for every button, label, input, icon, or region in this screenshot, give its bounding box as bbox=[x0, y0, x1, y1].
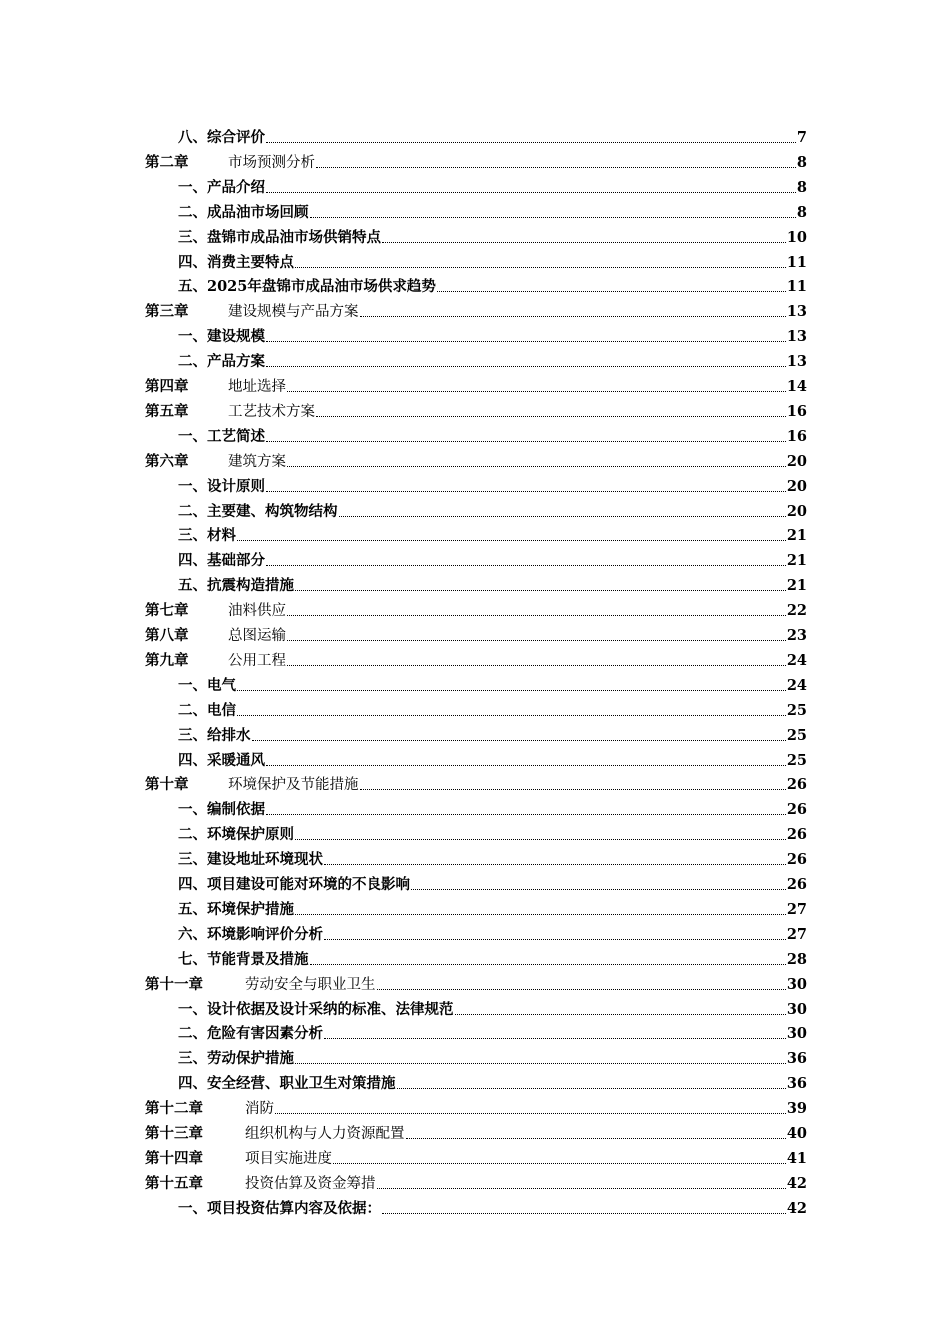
toc-dot-leader bbox=[382, 242, 786, 243]
toc-dot-leader bbox=[406, 1138, 786, 1139]
toc-page-number: 16 bbox=[786, 427, 807, 445]
toc-page-number: 25 bbox=[786, 726, 807, 744]
toc-section-entry[interactable] bbox=[178, 721, 807, 745]
toc-entry-title: 设计依据及设计采纳的标准、法律规范 bbox=[207, 1000, 454, 1018]
toc-section-entry[interactable] bbox=[178, 1044, 807, 1068]
toc-entry-number: 六、 bbox=[178, 925, 207, 943]
toc-section-entry[interactable] bbox=[178, 546, 807, 570]
toc-entry-title: 抗震构造措施 bbox=[207, 577, 294, 595]
toc-dot-leader bbox=[287, 466, 786, 467]
toc-dot-leader bbox=[377, 1188, 786, 1189]
toc-section-entry[interactable] bbox=[178, 422, 807, 446]
toc-entry-number: 四、 bbox=[178, 1075, 207, 1093]
toc-entry-number: 一、 bbox=[178, 477, 207, 495]
toc-section-entry[interactable] bbox=[178, 272, 807, 296]
toc-page-number: 25 bbox=[786, 701, 807, 719]
toc-entry-number: 一、 bbox=[178, 676, 207, 694]
toc-entry-title: 项目投资估算内容及依据： bbox=[207, 1199, 381, 1217]
toc-page-number: 26 bbox=[786, 801, 807, 819]
toc-section-entry[interactable] bbox=[178, 845, 807, 869]
toc-page-number: 27 bbox=[786, 925, 807, 943]
toc-entry-title: 组织机构与人力资源配置 bbox=[245, 1126, 405, 1142]
toc-entry-number: 四、 bbox=[178, 253, 207, 271]
toc-section-entry[interactable] bbox=[178, 322, 807, 346]
toc-page-number: 24 bbox=[786, 676, 807, 694]
toc-entry-title: 安全经营、职业卫生对策措施 bbox=[207, 1075, 396, 1093]
toc-entry-title: 地址选择 bbox=[228, 379, 286, 395]
toc-section-entry[interactable] bbox=[178, 920, 807, 944]
toc-dot-leader bbox=[295, 267, 786, 268]
toc-entry-title: 电气 bbox=[207, 676, 236, 694]
toc-entry-number: 第四章 bbox=[145, 378, 189, 395]
toc-entry-number: 二、 bbox=[178, 502, 207, 520]
toc-page-number: 40 bbox=[786, 1125, 807, 1142]
toc-page-number: 36 bbox=[786, 1075, 807, 1093]
toc-dot-leader bbox=[266, 192, 796, 193]
toc-dot-leader bbox=[437, 291, 786, 292]
toc-section-entry[interactable] bbox=[178, 1194, 807, 1218]
toc-entry-title: 油料供应 bbox=[228, 603, 286, 620]
toc-entry-number: 三、 bbox=[178, 527, 207, 545]
toc-page-number: 36 bbox=[786, 1050, 807, 1068]
toc-entry-number: 第十五章 bbox=[145, 1174, 203, 1192]
toc-entry-title: 工艺技术方案 bbox=[228, 403, 315, 420]
toc-entry-title: 投资估算及资金筹措 bbox=[245, 1175, 376, 1192]
toc-entry-number: 第十三章 bbox=[145, 1125, 203, 1142]
toc-entry-number: 第九章 bbox=[145, 651, 189, 669]
toc-entry-number: 一、 bbox=[178, 328, 207, 346]
toc-entry-title: 给排水 bbox=[207, 726, 251, 744]
toc-dot-leader bbox=[275, 1113, 786, 1114]
toc-entry-title: 工艺简述 bbox=[207, 427, 265, 445]
toc-section-entry[interactable] bbox=[178, 521, 807, 545]
toc-entry-title: 消费主要特点 bbox=[207, 253, 294, 271]
toc-page-number: 30 bbox=[786, 975, 807, 993]
toc-entry-number: 三、 bbox=[178, 851, 207, 869]
toc-page-number: 39 bbox=[786, 1100, 807, 1118]
toc-page-number: 21 bbox=[786, 577, 807, 595]
toc-entry-title: 总图运输 bbox=[228, 628, 286, 644]
toc-page-number: 30 bbox=[786, 1000, 807, 1018]
toc-section-entry[interactable] bbox=[178, 696, 807, 720]
toc-entry-number: 第十章 bbox=[145, 776, 189, 794]
toc-page-number: 26 bbox=[786, 851, 807, 869]
toc-dot-leader bbox=[411, 889, 786, 890]
toc-dot-leader bbox=[455, 1014, 786, 1015]
toc-section-entry[interactable] bbox=[178, 746, 807, 770]
toc-chapter-entry[interactable] bbox=[145, 596, 807, 620]
toc-page-number: 13 bbox=[786, 303, 807, 321]
toc-entry-number: 第十一章 bbox=[145, 975, 203, 993]
toc-entry-number: 五、 bbox=[178, 900, 207, 918]
toc-dot-leader bbox=[360, 316, 786, 317]
toc-entry-title: 劳动保护措施 bbox=[207, 1050, 294, 1068]
toc-entry-number: 四、 bbox=[178, 876, 207, 893]
toc-entry-title: 主要建、构筑物结构 bbox=[207, 502, 338, 520]
toc-entry-number: 四、 bbox=[178, 751, 207, 769]
toc-entry-number: 四、 bbox=[178, 552, 207, 570]
toc-dot-leader bbox=[339, 516, 786, 517]
toc-entry-title: 综合评价 bbox=[207, 129, 265, 146]
toc-dot-leader bbox=[377, 989, 786, 990]
toc-chapter-entry[interactable] bbox=[145, 646, 807, 670]
toc-entry-number: 第五章 bbox=[145, 402, 189, 420]
toc-dot-leader bbox=[237, 540, 786, 541]
toc-entry-title: 产品方案 bbox=[207, 353, 265, 371]
toc-section-entry[interactable] bbox=[178, 123, 807, 147]
toc-page-number: 23 bbox=[786, 627, 807, 644]
toc-page-number: 41 bbox=[786, 1149, 807, 1167]
toc-section-entry[interactable] bbox=[178, 795, 807, 819]
toc-chapter-entry[interactable] bbox=[145, 397, 807, 421]
toc-section-entry[interactable] bbox=[178, 820, 807, 844]
toc-dot-leader bbox=[287, 665, 786, 666]
toc-dot-leader bbox=[295, 839, 786, 840]
toc-entry-number: 二、 bbox=[178, 353, 207, 371]
toc-entry-title: 项目实施进度 bbox=[245, 1150, 332, 1167]
toc-entry-title: 建设规模与产品方案 bbox=[228, 304, 359, 321]
toc-dot-leader bbox=[324, 1038, 786, 1039]
toc-section-entry[interactable] bbox=[178, 248, 807, 272]
toc-section-entry[interactable] bbox=[178, 198, 807, 222]
toc-page-number: 21 bbox=[786, 527, 807, 545]
toc-chapter-entry[interactable] bbox=[145, 1169, 807, 1193]
toc-entry-title: 基础部分 bbox=[207, 552, 265, 570]
toc-page-number: 10 bbox=[786, 228, 807, 246]
toc-chapter-entry[interactable] bbox=[145, 1119, 807, 1143]
toc-page-number: 16 bbox=[786, 402, 807, 420]
toc-entry-number: 二、 bbox=[178, 701, 207, 719]
toc-dot-leader bbox=[310, 217, 796, 218]
toc-entry-number: 二、 bbox=[178, 203, 207, 221]
toc-entry-number: 第七章 bbox=[145, 602, 189, 620]
toc-chapter-entry[interactable] bbox=[145, 621, 807, 645]
toc-entry-title: 项目建设可能对环境的不良影响 bbox=[207, 876, 410, 893]
toc-entry-number: 三、 bbox=[178, 228, 207, 246]
toc-entry-number: 一、 bbox=[178, 801, 207, 819]
toc-entry-number: 一、 bbox=[178, 1199, 207, 1217]
toc-dot-leader bbox=[382, 1213, 786, 1214]
toc-page-number: 20 bbox=[786, 452, 807, 470]
toc-entry-number: 第二章 bbox=[145, 153, 189, 171]
toc-dot-leader bbox=[287, 615, 786, 616]
toc-entry-title: 建设规模 bbox=[207, 328, 265, 346]
toc-section-entry[interactable] bbox=[178, 173, 807, 197]
toc-entry-number: 一、 bbox=[178, 1000, 207, 1018]
toc-page-number: 20 bbox=[786, 477, 807, 495]
toc-chapter-entry[interactable] bbox=[145, 770, 807, 794]
toc-entry-number: 二、 bbox=[178, 826, 207, 844]
toc-chapter-entry[interactable] bbox=[145, 297, 807, 321]
toc-dot-leader bbox=[397, 1088, 786, 1089]
toc-dot-leader bbox=[324, 864, 786, 865]
toc-page-number: 24 bbox=[786, 651, 807, 669]
toc-entry-title: 2025年盘锦市成品油市场供求趋势 bbox=[207, 278, 436, 296]
toc-entry-title: 节能背景及措施 bbox=[207, 950, 309, 968]
toc-dot-leader bbox=[316, 416, 786, 417]
toc-entry-title: 建设地址环境现状 bbox=[207, 851, 323, 869]
toc-page-number: 11 bbox=[786, 253, 807, 271]
toc-chapter-entry[interactable] bbox=[145, 372, 807, 396]
toc-page-number: 28 bbox=[786, 950, 807, 968]
toc-dot-leader bbox=[266, 142, 796, 143]
toc-page-number: 13 bbox=[786, 328, 807, 346]
toc-entry-title: 市场预测分析 bbox=[228, 154, 315, 171]
toc-page-number: 8 bbox=[796, 153, 807, 171]
toc-dot-leader bbox=[287, 640, 786, 641]
toc-chapter-entry[interactable] bbox=[145, 447, 807, 471]
toc-dot-leader bbox=[266, 441, 786, 442]
toc-chapter-entry[interactable] bbox=[145, 970, 807, 994]
toc-entry-number: 一、 bbox=[178, 178, 207, 196]
toc-entry-number: 七、 bbox=[178, 950, 207, 968]
toc-dot-leader bbox=[237, 715, 786, 716]
toc-dot-leader bbox=[237, 690, 786, 691]
toc-dot-leader bbox=[266, 765, 786, 766]
toc-page-number: 25 bbox=[786, 751, 807, 769]
toc-section-entry[interactable] bbox=[178, 571, 807, 595]
toc-entry-number: 第十四章 bbox=[145, 1149, 203, 1167]
toc-section-entry[interactable] bbox=[178, 995, 807, 1019]
toc-page-number: 8 bbox=[796, 178, 807, 196]
toc-dot-leader bbox=[360, 789, 786, 790]
toc-entry-title: 公用工程 bbox=[228, 652, 286, 669]
toc-entry-title: 环境保护及节能措施 bbox=[228, 777, 359, 794]
toc-entry-title: 设计原则 bbox=[207, 477, 265, 495]
toc-dot-leader bbox=[324, 939, 786, 940]
toc-entry-title: 环境保护措施 bbox=[207, 900, 294, 918]
toc-entry-number: 第十二章 bbox=[145, 1100, 203, 1118]
toc-page-number: 7 bbox=[796, 129, 807, 146]
toc-dot-leader bbox=[316, 167, 796, 168]
toc-section-entry[interactable] bbox=[178, 870, 807, 894]
toc-section-entry[interactable] bbox=[178, 347, 807, 371]
toc-entry-title: 产品介绍 bbox=[207, 178, 265, 196]
toc-entry-number: 三、 bbox=[178, 726, 207, 744]
toc-entry-number: 八、 bbox=[178, 129, 207, 146]
toc-dot-leader bbox=[295, 914, 786, 915]
toc-page-number: 26 bbox=[786, 826, 807, 844]
toc-dot-leader bbox=[266, 491, 786, 492]
toc-chapter-entry[interactable] bbox=[145, 1094, 807, 1118]
toc-entry-title: 盘锦市成品油市场供销特点 bbox=[207, 228, 381, 246]
toc-section-entry[interactable] bbox=[178, 1069, 807, 1093]
toc-dot-leader bbox=[333, 1163, 786, 1164]
toc-entry-title: 环境影响评价分析 bbox=[207, 925, 323, 943]
toc-page-number: 20 bbox=[786, 502, 807, 520]
toc-entry-number: 第六章 bbox=[145, 452, 189, 470]
toc-dot-leader bbox=[295, 1063, 786, 1064]
toc-entry-number: 五、 bbox=[178, 577, 207, 595]
toc-page-number: 14 bbox=[786, 378, 807, 395]
toc-entry-number: 第三章 bbox=[145, 303, 189, 321]
toc-entry-title: 劳动安全与职业卫生 bbox=[245, 976, 376, 993]
toc-entry-title: 编制依据 bbox=[207, 801, 265, 819]
toc-dot-leader bbox=[287, 391, 786, 392]
toc-entry-title: 材料 bbox=[207, 527, 236, 545]
toc-chapter-entry[interactable] bbox=[145, 1144, 807, 1168]
toc-section-entry[interactable] bbox=[178, 895, 807, 919]
toc-page-number: 26 bbox=[786, 776, 807, 794]
toc-chapter-entry[interactable] bbox=[145, 148, 807, 172]
toc-entry-number: 一、 bbox=[178, 427, 207, 445]
toc-dot-leader bbox=[310, 964, 786, 965]
toc-page-number: 27 bbox=[786, 900, 807, 918]
toc-page-number: 8 bbox=[796, 203, 807, 221]
toc-section-entry[interactable] bbox=[178, 497, 807, 521]
toc-page-number: 26 bbox=[786, 876, 807, 893]
toc-entry-title: 环境保护原则 bbox=[207, 826, 294, 844]
toc-entry-number: 第八章 bbox=[145, 627, 189, 644]
toc-dot-leader bbox=[266, 341, 786, 342]
toc-entry-number: 二、 bbox=[178, 1025, 207, 1043]
toc-entry-title: 危险有害因素分析 bbox=[207, 1025, 323, 1043]
toc-section-entry[interactable] bbox=[178, 223, 807, 247]
toc-dot-leader bbox=[252, 740, 786, 741]
toc-section-entry[interactable] bbox=[178, 945, 807, 969]
toc-page-number: 11 bbox=[786, 278, 807, 296]
toc-entry-title: 消防 bbox=[245, 1101, 274, 1118]
toc-dot-leader bbox=[266, 565, 786, 566]
toc-section-entry[interactable] bbox=[178, 671, 807, 695]
toc-page-number: 22 bbox=[786, 602, 807, 620]
toc-dot-leader bbox=[266, 814, 786, 815]
toc-page-number: 42 bbox=[786, 1199, 807, 1217]
toc-entry-title: 采暖通风 bbox=[207, 751, 265, 769]
toc-page-number: 30 bbox=[786, 1025, 807, 1043]
toc-entry-title: 电信 bbox=[207, 701, 236, 719]
toc-section-entry[interactable] bbox=[178, 1019, 807, 1043]
toc-section-entry[interactable] bbox=[178, 472, 807, 496]
toc-entry-number: 五、 bbox=[178, 278, 207, 296]
toc-dot-leader bbox=[295, 590, 786, 591]
toc-entry-title: 建筑方案 bbox=[228, 453, 286, 470]
toc-entry-number: 三、 bbox=[178, 1050, 207, 1068]
toc-dot-leader bbox=[266, 366, 786, 367]
toc-entry-title: 成品油市场回顾 bbox=[207, 203, 309, 221]
toc-page-number: 21 bbox=[786, 552, 807, 570]
toc-page-number: 42 bbox=[786, 1174, 807, 1192]
toc-page-number: 13 bbox=[786, 353, 807, 371]
